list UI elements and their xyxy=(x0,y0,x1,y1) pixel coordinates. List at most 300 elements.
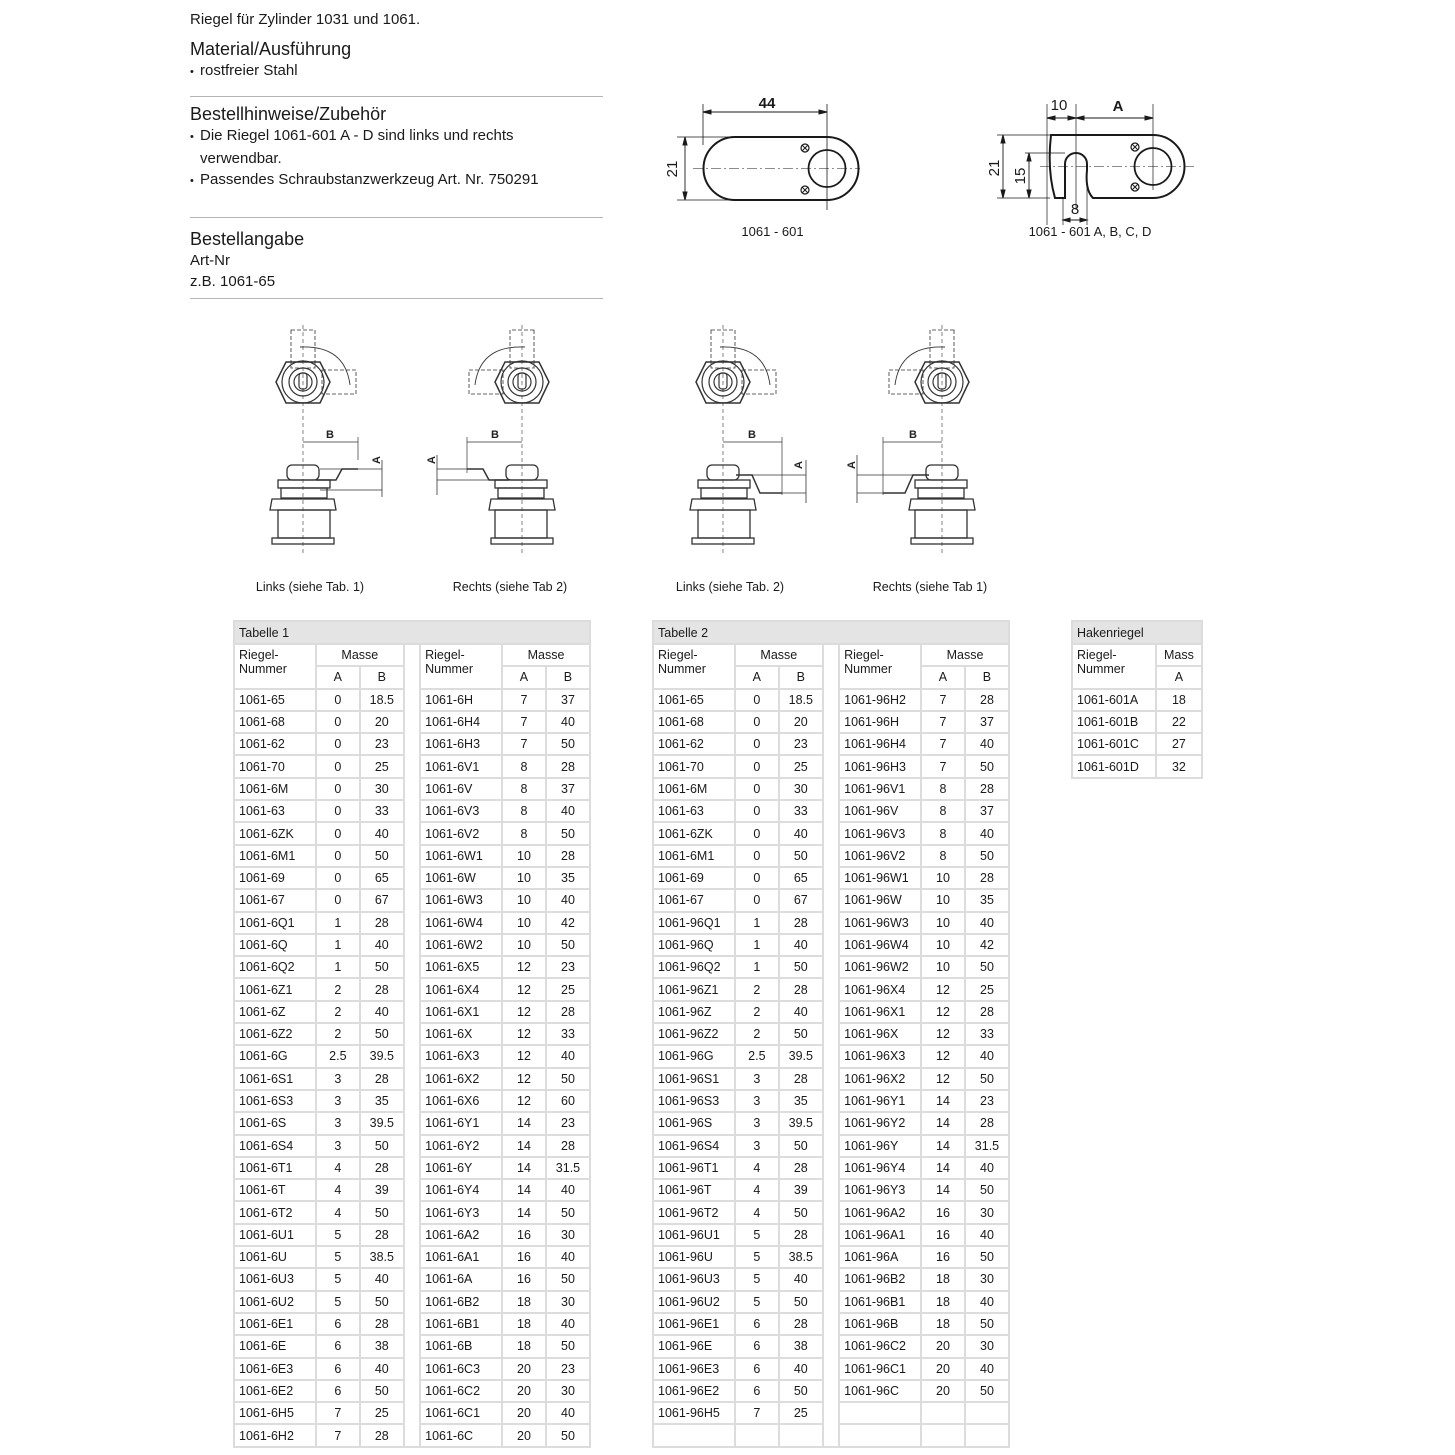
cell-riegel-nummer: 1061-65 xyxy=(654,690,734,710)
cell-riegel-nummer: 1061-68 xyxy=(654,712,734,732)
cell-masse-a: 5 xyxy=(317,1269,359,1289)
cell-masse-a: 14 xyxy=(922,1136,964,1156)
header-riegel-nummer xyxy=(421,645,501,688)
cell-masse-b: 28 xyxy=(361,1158,403,1178)
cell-masse-b xyxy=(966,1403,1008,1423)
cell-masse-a: 0 xyxy=(317,734,359,754)
cell-riegel-nummer: 1061-96Q xyxy=(654,935,734,955)
cell-masse-b: 40 xyxy=(780,1269,822,1289)
cell-masse-b: 20 xyxy=(780,712,822,732)
cell-riegel-nummer: 1061-6S4 xyxy=(235,1136,315,1156)
cell-riegel-nummer: 1061-96S xyxy=(654,1113,734,1133)
lock-drawing-links-tab2 xyxy=(670,325,820,555)
cell-masse-a: 0 xyxy=(736,756,778,776)
cell-masse-b: 50 xyxy=(361,957,403,977)
cell-masse-a: 7 xyxy=(922,756,964,776)
cell-masse-a: 16 xyxy=(922,1225,964,1245)
cell-masse-a: 6 xyxy=(736,1314,778,1334)
cell-riegel-nummer xyxy=(654,1425,734,1445)
cell-masse-b: 40 xyxy=(780,935,822,955)
cell-riegel-nummer: 1061-67 xyxy=(654,890,734,910)
cell-masse-b: 50 xyxy=(361,1381,403,1401)
cell-masse-a: 5 xyxy=(736,1269,778,1289)
cell-masse-a: 7 xyxy=(317,1403,359,1423)
cell-masse-a: 2 xyxy=(317,1024,359,1044)
dim-a-label: A xyxy=(1112,98,1124,115)
cell-masse-b: 37 xyxy=(966,712,1008,732)
cell-riegel-nummer: 1061-96H3 xyxy=(840,756,920,776)
cell-riegel-nummer: 1061-6G xyxy=(235,1046,315,1066)
dim-21-label: 21 xyxy=(986,159,1003,177)
cell-riegel-nummer: 1061-62 xyxy=(654,734,734,754)
cell-riegel-nummer: 1061-96E xyxy=(654,1336,734,1356)
cell-riegel-nummer: 1061-96B xyxy=(840,1314,920,1334)
cell-masse-a: 3 xyxy=(317,1136,359,1156)
cell-masse-a: 14 xyxy=(503,1158,545,1178)
cell-masse-b: 33 xyxy=(780,801,822,821)
cell-riegel-nummer: 1061-6H xyxy=(421,690,501,710)
material-item: • rostfreier Stahl xyxy=(190,60,603,83)
cell-masse-a: 1 xyxy=(736,913,778,933)
cell-masse-b: 40 xyxy=(361,1359,403,1379)
cell-masse-a: 12 xyxy=(503,1024,545,1044)
header-riegel-line2: Nummer xyxy=(425,662,474,676)
cell-riegel-nummer: 1061-6Q xyxy=(235,935,315,955)
header-a: A xyxy=(922,667,964,687)
cell-masse-a: 8 xyxy=(503,801,545,821)
cell-riegel-nummer: 1061-96U1 xyxy=(654,1225,734,1245)
cell-masse-a: 14 xyxy=(503,1202,545,1222)
header-masse: Masse xyxy=(922,645,1008,665)
cell-masse-b: 40 xyxy=(361,1002,403,1022)
cell-riegel-nummer: 1061-6Q2 xyxy=(235,957,315,977)
lock-label-b: B xyxy=(326,429,334,441)
cell-riegel-nummer: 1061-6V2 xyxy=(421,823,501,843)
cell-riegel-nummer: 1061-6Z1 xyxy=(235,979,315,999)
cell-masse-a: 0 xyxy=(317,823,359,843)
cell-masse-b: 50 xyxy=(966,1180,1008,1200)
cell-masse-a: 0 xyxy=(736,712,778,732)
cell-riegel-nummer: 1061-6A1 xyxy=(421,1247,501,1267)
cell-masse-b: 50 xyxy=(547,935,589,955)
cell-masse-a: 20 xyxy=(503,1359,545,1379)
cell-riegel-nummer: 1061-6Y1 xyxy=(421,1113,501,1133)
cell-masse-a: 20 xyxy=(922,1359,964,1379)
straight-latch-caption: 1061 - 601 xyxy=(741,224,804,239)
cell-riegel-nummer: 1061-6S1 xyxy=(235,1069,315,1089)
header-riegel-nummer xyxy=(654,645,734,688)
cell-masse-b: 28 xyxy=(780,1069,822,1089)
cell-riegel-nummer: 1061-6S xyxy=(235,1113,315,1133)
lock-caption-rechts-tab2: Rechts (siehe Tab 2) xyxy=(452,580,568,594)
cell-masse-b: 50 xyxy=(780,846,822,866)
cell-riegel-nummer: 1061-6C3 xyxy=(421,1359,501,1379)
cell-masse-b: 50 xyxy=(547,823,589,843)
cell-masse-a: 18 xyxy=(503,1314,545,1334)
cell-masse-a: 4 xyxy=(736,1158,778,1178)
cell-riegel-nummer: 1061-6M xyxy=(235,779,315,799)
order-example: z.B. 1061-65 xyxy=(190,273,276,290)
cell-masse-a: 7 xyxy=(317,1425,359,1445)
cell-riegel-nummer xyxy=(840,1403,920,1423)
cell-riegel-nummer: 1061-6Y2 xyxy=(421,1136,501,1156)
cell-masse-b: 50 xyxy=(361,1202,403,1222)
cell-masse-b: 37 xyxy=(547,690,589,710)
cell-masse-b: 25 xyxy=(780,756,822,776)
cell-masse-b: 39.5 xyxy=(361,1113,403,1133)
cell-masse-a: 4 xyxy=(736,1180,778,1200)
cell-masse-b: 40 xyxy=(547,801,589,821)
cell-masse-b: 40 xyxy=(547,1247,589,1267)
cell-masse-a: 16 xyxy=(922,1247,964,1267)
cell-riegel-nummer: 1061-6W xyxy=(421,868,501,888)
cell-masse-b: 50 xyxy=(780,1292,822,1312)
header-riegel-line2: Nummer xyxy=(239,662,287,676)
cell-masse-b: 30 xyxy=(361,779,403,799)
cell-masse-a: 8 xyxy=(922,779,964,799)
cell-masse-a: 14 xyxy=(503,1136,545,1156)
cell-riegel-nummer: 1061-6E3 xyxy=(235,1359,315,1379)
cell-masse-a: 1 xyxy=(317,913,359,933)
cell-riegel-nummer: 1061-96X4 xyxy=(840,979,920,999)
cell-masse-a: 4 xyxy=(317,1202,359,1222)
lock-caption-rechts-tab1: Rechts (siehe Tab 1) xyxy=(872,580,988,594)
cell-mass-a: 22 xyxy=(1157,712,1201,732)
header-b: B xyxy=(547,667,589,687)
cell-masse-b: 50 xyxy=(966,1069,1008,1089)
cell-masse-a: 1 xyxy=(736,957,778,977)
cell-masse-b: 25 xyxy=(780,1403,822,1423)
cell-masse-b: 50 xyxy=(547,1269,589,1289)
cell-masse-b: 50 xyxy=(966,957,1008,977)
cell-masse-a: 10 xyxy=(922,935,964,955)
cell-riegel-nummer: 1061-96V3 xyxy=(840,823,920,843)
hints-title: Bestellhinweise/Zubehör xyxy=(190,104,387,124)
cell-masse-a: 5 xyxy=(736,1225,778,1245)
cell-riegel-nummer: 1061-96W4 xyxy=(840,935,920,955)
cell-masse-a xyxy=(922,1425,964,1445)
cell-masse-b: 40 xyxy=(966,1292,1008,1312)
cell-masse-b: 40 xyxy=(780,1359,822,1379)
cell-masse-a: 7 xyxy=(503,690,545,710)
header-masse: Masse xyxy=(317,645,403,665)
cell-masse-a: 14 xyxy=(503,1113,545,1133)
cell-riegel-nummer: 1061-6V3 xyxy=(421,801,501,821)
cell-riegel-nummer: 1061-6X2 xyxy=(421,1069,501,1089)
cell-masse-a: 0 xyxy=(317,779,359,799)
cell-masse-a: 16 xyxy=(503,1247,545,1267)
cell-masse-b: 50 xyxy=(547,1336,589,1356)
cell-masse-b: 31.5 xyxy=(966,1136,1008,1156)
header-masse: Masse xyxy=(736,645,822,665)
cell-masse-b: 40 xyxy=(780,823,822,843)
cell-masse-a: 14 xyxy=(922,1113,964,1133)
cell-masse-b xyxy=(966,1425,1008,1445)
cell-masse-a: 20 xyxy=(922,1336,964,1356)
cell-riegel-nummer: 1061-68 xyxy=(235,712,315,732)
cell-riegel-nummer: 1061-96W xyxy=(840,890,920,910)
cell-masse-b: 50 xyxy=(780,1381,822,1401)
cell-riegel-nummer: 1061-6C2 xyxy=(421,1381,501,1401)
header-a: A xyxy=(736,667,778,687)
cell-masse-a: 0 xyxy=(736,801,778,821)
cell-riegel-nummer: 1061-6X4 xyxy=(421,979,501,999)
cell-masse-a: 0 xyxy=(736,823,778,843)
cell-riegel-nummer: 1061-96H4 xyxy=(840,734,920,754)
cell-riegel-nummer: 1061-601C xyxy=(1073,734,1155,754)
cell-masse-a: 3 xyxy=(736,1136,778,1156)
table-body xyxy=(235,622,589,1446)
cell-masse-b: 28 xyxy=(547,756,589,776)
header-riegel-nummer xyxy=(235,645,315,688)
cell-masse-b: 35 xyxy=(780,1091,822,1111)
divider xyxy=(190,298,603,299)
cell-mass-a: 32 xyxy=(1157,756,1201,776)
cell-masse-b: 25 xyxy=(361,1403,403,1423)
cell-masse-b: 25 xyxy=(966,979,1008,999)
cell-riegel-nummer: 1061-6C1 xyxy=(421,1403,501,1423)
cell-masse-a: 2 xyxy=(736,979,778,999)
cell-riegel-nummer: 1061-6X5 xyxy=(421,957,501,977)
cell-riegel-nummer: 1061-6H2 xyxy=(235,1425,315,1445)
cell-masse-b: 30 xyxy=(966,1269,1008,1289)
cell-riegel-nummer: 1061-96W3 xyxy=(840,913,920,933)
cell-riegel-nummer: 1061-96G xyxy=(654,1046,734,1066)
cell-riegel-nummer: 1061-6U xyxy=(235,1247,315,1267)
cell-masse-a: 0 xyxy=(736,734,778,754)
cell-masse-b: 40 xyxy=(547,890,589,910)
cell-riegel-nummer: 1061-6V1 xyxy=(421,756,501,776)
cell-masse-a: 10 xyxy=(922,957,964,977)
lock-drawing-rechts-tab1 xyxy=(845,325,995,555)
cell-masse-a: 5 xyxy=(317,1247,359,1267)
cell-masse-a: 14 xyxy=(922,1091,964,1111)
cell-masse-b: 25 xyxy=(547,979,589,999)
cell-masse-a: 5 xyxy=(317,1292,359,1312)
header-mass: Mass xyxy=(1157,645,1201,665)
divider xyxy=(190,96,603,97)
cell-riegel-nummer: 1061-96Q2 xyxy=(654,957,734,977)
cell-masse-a: 4 xyxy=(736,1202,778,1222)
cell-masse-a: 14 xyxy=(922,1180,964,1200)
table-row xyxy=(1073,690,1201,710)
cell-riegel-nummer: 1061-601A xyxy=(1073,690,1155,710)
cell-riegel-nummer: 1061-6H5 xyxy=(235,1403,315,1423)
cell-masse-b: 50 xyxy=(361,846,403,866)
cell-riegel-nummer: 1061-96H2 xyxy=(840,690,920,710)
cell-masse-b: 28 xyxy=(361,1069,403,1089)
dim-10-label: 10 xyxy=(1050,97,1068,114)
cell-masse-a: 2 xyxy=(736,1002,778,1022)
cell-masse-a: 12 xyxy=(503,979,545,999)
cell-masse-b: 28 xyxy=(966,1002,1008,1022)
lock-label-a: A xyxy=(371,456,383,464)
cell-masse-b: 65 xyxy=(780,868,822,888)
table-row xyxy=(1073,712,1201,732)
cell-masse-a xyxy=(736,1425,778,1445)
cell-masse-b: 50 xyxy=(780,1136,822,1156)
cell-riegel-nummer: 1061-6A xyxy=(421,1269,501,1289)
cell-masse-a: 0 xyxy=(736,690,778,710)
cell-riegel-nummer: 1061-6Y xyxy=(421,1158,501,1178)
product-info xyxy=(190,10,603,299)
cell-masse-a: 7 xyxy=(922,734,964,754)
table-title: Tabelle 1 xyxy=(235,622,589,643)
cell-masse-a: 0 xyxy=(736,868,778,888)
cell-riegel-nummer: 1061-6Q1 xyxy=(235,913,315,933)
lock-label-a: A xyxy=(846,461,858,469)
cell-masse-b: 40 xyxy=(361,823,403,843)
cell-masse-a: 20 xyxy=(503,1403,545,1423)
hook-latch-caption: 1061 - 601 A, B, C, D xyxy=(1028,224,1152,239)
lock-label-b: B xyxy=(491,429,499,441)
cell-masse-a: 12 xyxy=(503,1046,545,1066)
cell-masse-b: 25 xyxy=(361,756,403,776)
cell-masse-a: 8 xyxy=(503,779,545,799)
cell-riegel-nummer: 1061-96S3 xyxy=(654,1091,734,1111)
cell-masse-b: 40 xyxy=(547,1180,589,1200)
cell-masse-b: 42 xyxy=(547,913,589,933)
cell-riegel-nummer: 1061-6E1 xyxy=(235,1314,315,1334)
cell-riegel-nummer: 1061-6E2 xyxy=(235,1381,315,1401)
cell-masse-b: 39.5 xyxy=(780,1113,822,1133)
header-b: B xyxy=(780,667,822,687)
cell-riegel-nummer: 1061-96E1 xyxy=(654,1314,734,1334)
cell-riegel-nummer: 1061-96C1 xyxy=(840,1359,920,1379)
cell-masse-a: 12 xyxy=(503,957,545,977)
cell-riegel-nummer: 1061-70 xyxy=(654,756,734,776)
hints-list xyxy=(190,125,603,192)
cell-masse-b: 23 xyxy=(966,1091,1008,1111)
dim-height-label: 21 xyxy=(664,160,681,178)
cell-masse-b: 23 xyxy=(547,1359,589,1379)
cell-riegel-nummer: 1061-6B xyxy=(421,1336,501,1356)
header-riegel-line1: Riegel- xyxy=(658,648,698,662)
cell-masse-a: 12 xyxy=(922,979,964,999)
cell-masse-b: 40 xyxy=(547,1046,589,1066)
cell-riegel-nummer: 1061-96U2 xyxy=(654,1292,734,1312)
cell-masse-b: 30 xyxy=(547,1381,589,1401)
cell-masse-b: 30 xyxy=(547,1225,589,1245)
dim-8-label: 8 xyxy=(1070,201,1080,218)
cell-masse-a: 12 xyxy=(922,1069,964,1089)
cell-riegel-nummer: 1061-6M1 xyxy=(235,846,315,866)
cell-riegel-nummer: 1061-96Y1 xyxy=(840,1091,920,1111)
cell-masse-b: 50 xyxy=(547,1069,589,1089)
hook-latch-drawing xyxy=(985,90,1205,225)
cell-masse-a: 3 xyxy=(736,1069,778,1089)
cell-masse-b: 18.5 xyxy=(361,690,403,710)
cell-masse-a: 0 xyxy=(317,690,359,710)
cell-masse-b: 40 xyxy=(966,1158,1008,1178)
cell-masse-a: 7 xyxy=(503,734,545,754)
cell-masse-a: 7 xyxy=(503,712,545,732)
lock-caption-links-tab2: Links (siehe Tab. 2) xyxy=(675,580,785,594)
cell-mass-a: 18 xyxy=(1157,690,1201,710)
cell-riegel-nummer: 1061-96V xyxy=(840,801,920,821)
cell-masse-a: 12 xyxy=(922,1002,964,1022)
header-riegel-line1: Riegel- xyxy=(239,648,279,662)
cell-riegel-nummer: 1061-69 xyxy=(654,868,734,888)
cell-riegel-nummer: 1061-6U1 xyxy=(235,1225,315,1245)
cell-masse-b: 30 xyxy=(780,779,822,799)
cell-riegel-nummer: 1061-6W1 xyxy=(421,846,501,866)
cell-masse-a: 20 xyxy=(922,1381,964,1401)
cell-masse-a: 16 xyxy=(503,1225,545,1245)
cell-riegel-nummer: 1061-96T1 xyxy=(654,1158,734,1178)
lock-label-a: A xyxy=(426,456,438,464)
cell-masse-b: 38 xyxy=(361,1336,403,1356)
cell-masse-a: 6 xyxy=(317,1336,359,1356)
cell-riegel-nummer: 1061-601B xyxy=(1073,712,1155,732)
cell-riegel-nummer: 1061-6U3 xyxy=(235,1269,315,1289)
cell-masse-a: 7 xyxy=(736,1403,778,1423)
cell-masse-a: 8 xyxy=(503,756,545,776)
cell-riegel-nummer: 1061-63 xyxy=(235,801,315,821)
cell-masse-a: 6 xyxy=(736,1359,778,1379)
cell-masse-a: 5 xyxy=(736,1247,778,1267)
cell-masse-b: 28 xyxy=(361,1225,403,1245)
cell-masse-b: 40 xyxy=(361,935,403,955)
cell-riegel-nummer: 1061-6B2 xyxy=(421,1292,501,1312)
cell-riegel-nummer: 1061-6Y3 xyxy=(421,1202,501,1222)
cell-masse-b: 20 xyxy=(361,712,403,732)
cell-masse-a: 20 xyxy=(503,1381,545,1401)
header-riegel-nummer xyxy=(1073,645,1155,688)
cell-masse-b: 39 xyxy=(361,1180,403,1200)
cell-masse-a: 1 xyxy=(317,957,359,977)
cell-masse-a: 3 xyxy=(736,1091,778,1111)
cell-riegel-nummer: 1061-6X1 xyxy=(421,1002,501,1022)
cell-masse-a: 0 xyxy=(736,779,778,799)
cell-masse-b: 30 xyxy=(966,1336,1008,1356)
cell-masse-a: 8 xyxy=(922,823,964,843)
cell-masse-a: 10 xyxy=(503,890,545,910)
cell-riegel-nummer: 1061-96Z2 xyxy=(654,1024,734,1044)
cell-masse-a: 2 xyxy=(736,1024,778,1044)
cell-masse-a: 6 xyxy=(317,1314,359,1334)
hint-item: • Die Riegel 1061-601 A - D sind links und rechts verwendbar. xyxy=(190,125,585,169)
cell-masse-b: 39.5 xyxy=(361,1046,403,1066)
lock-drawing-rechts-tab2 xyxy=(425,325,575,555)
cell-masse-a: 18 xyxy=(503,1292,545,1312)
cell-masse-b: 30 xyxy=(547,1292,589,1312)
cell-riegel-nummer: 1061-96H xyxy=(840,712,920,732)
table-row xyxy=(1073,756,1201,776)
cell-masse-b: 28 xyxy=(780,1225,822,1245)
cell-masse-b: 39 xyxy=(780,1180,822,1200)
cell-masse-a: 16 xyxy=(503,1269,545,1289)
cell-riegel-nummer: 1061-96T xyxy=(654,1180,734,1200)
cell-masse-b: 40 xyxy=(966,1225,1008,1245)
cell-riegel-nummer: 1061-67 xyxy=(235,890,315,910)
cell-masse-b: 50 xyxy=(966,846,1008,866)
cell-riegel-nummer: 1061-63 xyxy=(654,801,734,821)
cell-masse-b: 23 xyxy=(780,734,822,754)
lock-label-a: A xyxy=(793,461,805,469)
cell-masse-b: 28 xyxy=(547,1136,589,1156)
cell-riegel-nummer: 1061-6W3 xyxy=(421,890,501,910)
cell-masse-a: 2 xyxy=(317,979,359,999)
cell-riegel-nummer: 1061-6ZK xyxy=(654,823,734,843)
cell-masse-b: 50 xyxy=(966,1314,1008,1334)
cell-masse-b: 33 xyxy=(966,1024,1008,1044)
intro-text: Riegel für Zylinder 1031 und 1061. xyxy=(190,11,421,28)
cell-masse-a: 18 xyxy=(503,1336,545,1356)
cell-riegel-nummer: 1061-96A2 xyxy=(840,1202,920,1222)
table-title: Tabelle 2 xyxy=(654,622,1008,643)
header-riegel-line2: Nummer xyxy=(844,662,893,676)
